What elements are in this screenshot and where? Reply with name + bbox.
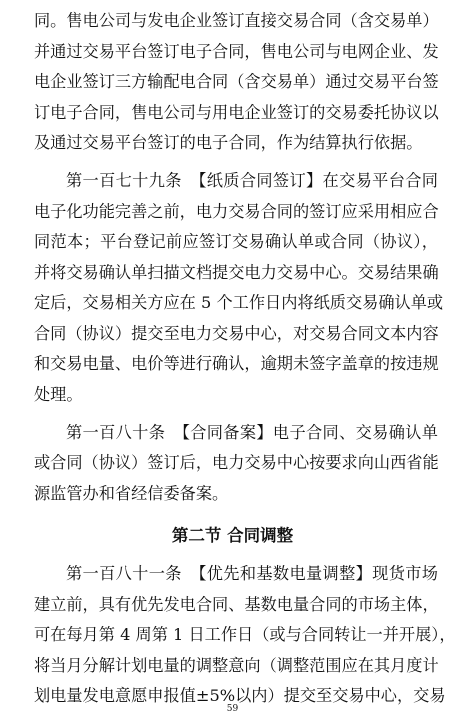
- text-line: 订电子合同，售电公司与用电企业签订的交易委托协议以: [34, 103, 439, 122]
- text-line: 并通过交易平台签订电子合同，售电公司与电网企业、发: [34, 42, 439, 61]
- text-line: 定后，交易相关方应在 5 个工作日内将纸质交易确认单或: [34, 293, 444, 312]
- text-line: 同。售电公司与发电企业签订直接交易合同（含交易单）: [34, 11, 439, 30]
- section-heading: 第二节 合同调整: [171, 526, 294, 545]
- article-181-first-line: 第一百八十一条 【优先和基数电量调整】现货市场: [66, 564, 438, 583]
- page-number: 59: [226, 704, 239, 714]
- text-line: 处理。: [34, 385, 83, 404]
- article-180-first-line: 第一百八十条 【合同备案】电子合同、交易确认单: [66, 423, 438, 442]
- text-line: 将当月分解计划电量的调整意向（调整范围应在其月度计: [34, 656, 439, 675]
- text-line: 可在每月第 4 周第 1 日工作日（或与合同转让一并开展），: [34, 625, 456, 644]
- text-line: 源监管办和省经信委备案。: [34, 484, 229, 503]
- text-line: 或合同（协议）签订后，电力交易中心按要求向山西省能: [34, 453, 439, 472]
- text-line: 同范本；平台登记前应签订交易确认单或合同（协议），: [34, 232, 438, 251]
- text-line: 划电量发电意愿申报值±5%以内）提交至交易中心，交易: [34, 686, 446, 705]
- text-line: 合同（协议）提交至电力交易中心，对交易合同文本内容: [34, 324, 439, 343]
- article-179-first-line: 第一百七十九条 【纸质合同签订】在交易平台合同: [66, 171, 438, 190]
- text-line: 及通过交易平台签订的电子合同，作为结算执行依据。: [34, 133, 423, 152]
- text-line: 和交易电量、电价等进行确认，逾期未签字盖章的按违规: [34, 354, 439, 373]
- text-line: 建立前，具有优先发电合同、基数电量合同的市场主体，: [34, 595, 439, 614]
- text-line: 电企业签订三方输配电合同（含交易单）通过交易平台签: [34, 72, 439, 91]
- text-line: 电子化功能完善之前，电力交易合同的签订应采用相应合: [34, 202, 439, 221]
- text-line: 并将交易确认单扫描文档提交电力交易中心。交易结果确: [34, 263, 439, 282]
